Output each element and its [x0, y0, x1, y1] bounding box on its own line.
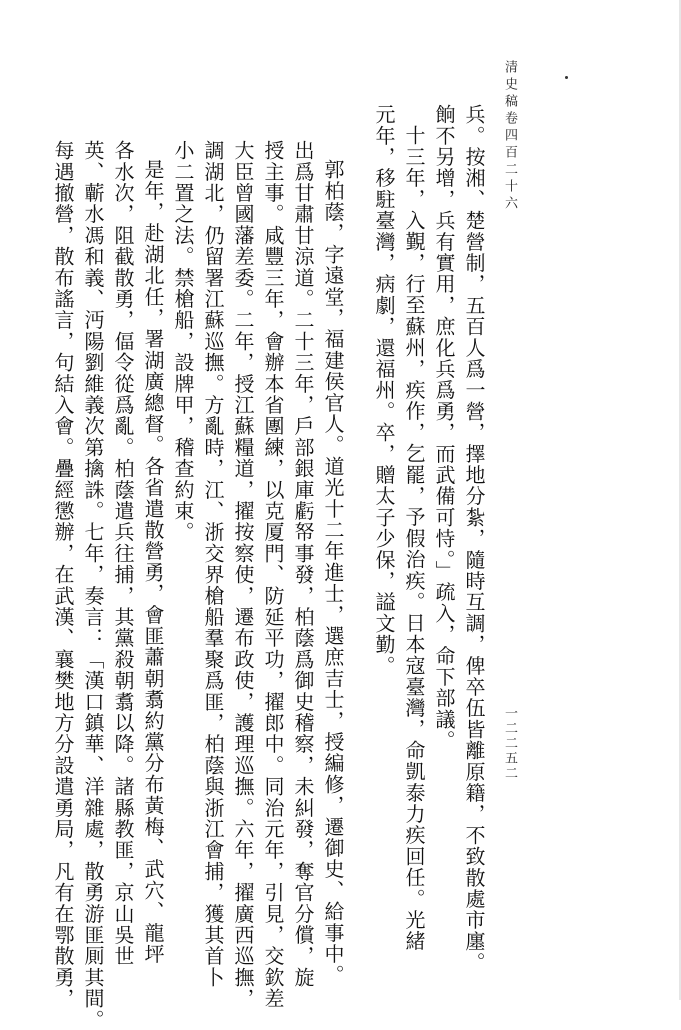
text-column-7: 授主事。咸豐三年，會辦本省團練，以克厦門、防延平功，擢郎中。同治元年，引見，交欽差: [261, 140, 285, 1010]
text-column-2: 餉不另增，兵有實用，庶化兵爲勇，而武備可恃。」疏入，命下部議。: [432, 104, 456, 752]
text-column-10: 小二置之法。禁槍船，設牌甲，稽查約束。: [171, 140, 195, 543]
page-number: 一二二五二: [502, 706, 517, 781]
text-column-13: 英、蘄水馮和義、沔陽劉維義次第擒誅。七年，奏言：「漢口鎮華、洋雜處，散勇游匪厠其間。: [81, 140, 105, 1030]
text-column-1: 兵。按湘、楚營制，五百人爲一營，擇地分紮，隨時互調，俾卒伍皆離原籍，不致散處市廛。: [462, 104, 486, 974]
text-column-11: 是年，赴湖北任，署湖廣總督。各省遣散營勇，會匪蕭朝翥約黨分布黃梅、武穴、龍坪: [141, 159, 165, 965]
text-column-4: 元年，移駐臺灣，病劇，還福州。卒，贈太子少保，謚文勤。: [372, 104, 396, 677]
text-column-8: 大臣曾國藩差委。二年，授江蘇糧道，擢按察使，遷布政使，護理巡撫。六年，擢廣西巡撫，: [231, 140, 255, 1010]
text-column-9: 調湖北，仍留署江蘇巡撫。方亂時，江、浙交界槍船羣聚爲匪，柏蔭與浙江會捕，獲其首卜: [201, 140, 225, 988]
ink-dot: [565, 76, 568, 79]
text-column-6: 出爲甘肅甘涼道。二十三年，戶部銀庫虧帑事發，柏蔭爲御史稽察，未糾發，奪官分償，旋: [291, 140, 315, 988]
text-column-12: 各水次，阻截散勇，偪令從爲亂。柏蔭遣兵往捕，其黨殺朝翥以降。諸縣教匪，京山吳世: [111, 140, 135, 967]
text-column-14: 每遇撤營，散布謠言，句結入會。疊經懲辦，在武漢、襄樊地方分設遣勇局，凡有在鄂散勇，: [51, 140, 75, 1010]
text-column-3: 十三年，入覲，行至蘇州，疾作，乞罷，予假治疾。日本寇臺灣，命凱泰力疾回任。光緒: [402, 125, 426, 952]
running-header: 清史稿卷四百二十六: [502, 60, 517, 213]
text-column-5: 郭柏蔭，字遠堂，福建侯官人。道光十二年進士，選庶吉士，授編修，遷御史、給事中。: [321, 159, 345, 986]
